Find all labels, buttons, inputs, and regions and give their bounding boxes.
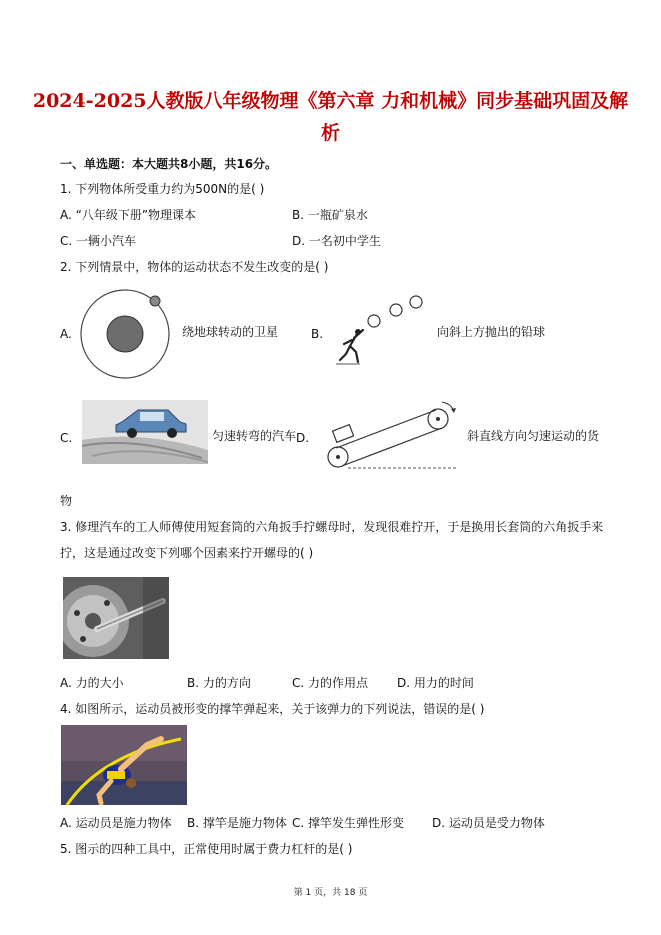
page-footer: 第 1 页，共 18 页 <box>293 888 368 898</box>
pole-vault-photo <box>61 725 187 805</box>
document-title-line2: 析 <box>320 122 340 144</box>
q2-option-d-text: 斜直线方向匀速运动的货 <box>467 429 600 443</box>
q4-option-b: B. 撑竿是施力物体 <box>187 816 287 830</box>
conveyor-belt-figure <box>318 392 462 474</box>
q5-stem: 5. 图示的四种工具中，正常使用时属于费力杠杆的是( ) <box>60 842 353 856</box>
q4-option-a: A. 运动员是施力物体 <box>60 816 172 830</box>
section-heading: 一、单选题：本大题共8小题，共16分。 <box>60 157 278 171</box>
q4-stem: 4. 如图所示，运动员被形变的撑竿弹起来，关于该弹力的下列说法，错误的是( ) <box>60 702 485 716</box>
q1-option-a: A. “八年级下册”物理课本 <box>60 208 197 222</box>
q2-stem: 2. 下列情景中，物体的运动状态不发生改变的是( ) <box>60 260 329 274</box>
q1-option-d: D. 一名初中学生 <box>292 234 381 248</box>
q3-stem-line1: 3. 修理汽车的工人师傅使用短套筒的六角扳手拧螺母时，发现很难拧开，于是换用长套筒的六角扳手来 <box>60 520 604 534</box>
q3-stem-line2: 拧，这是通过改变下列哪个因素来拧开螺母的( ) <box>60 546 314 560</box>
q2-option-d-letter: D. <box>296 431 310 445</box>
q3-option-a: A. 力的大小 <box>60 676 124 690</box>
q3-option-d: D. 用力的时间 <box>397 676 474 690</box>
q4-option-d: D. 运动员是受力物体 <box>432 816 545 830</box>
q2-option-a-letter: A. <box>60 327 72 341</box>
q1-option-b: B. 一瓶矿泉水 <box>292 208 368 222</box>
q2-option-b-letter: B. <box>311 327 324 341</box>
q1-stem: 1. 下列物体所受重力约为500N的是( ) <box>60 182 265 196</box>
satellite-orbit-figure <box>80 288 176 382</box>
q2-option-b-text: 向斜上方抛出的铅球 <box>437 325 546 339</box>
q4-option-c: C. 撑竿发生弹性形变 <box>292 816 405 830</box>
q3-option-c: C. 力的作用点 <box>292 676 369 690</box>
q2-option-c-letter: C. <box>60 431 73 445</box>
q2-option-c-text: 匀速转弯的汽车 <box>212 429 297 443</box>
q1-option-c: C. 一辆小汽车 <box>60 234 137 248</box>
shot-put-figure <box>330 290 430 370</box>
q2-option-d-wrap: 物 <box>60 494 73 508</box>
turning-car-photo <box>82 400 208 464</box>
q3-option-b: B. 力的方向 <box>187 676 251 690</box>
wrench-on-wheel-photo <box>63 577 169 659</box>
q2-option-a-text: 绕地球转动的卫星 <box>182 325 279 339</box>
document-title-line1: 2024-2025人教版八年级物理《第六章 力和机械》同步基础巩固及解 <box>32 90 629 112</box>
